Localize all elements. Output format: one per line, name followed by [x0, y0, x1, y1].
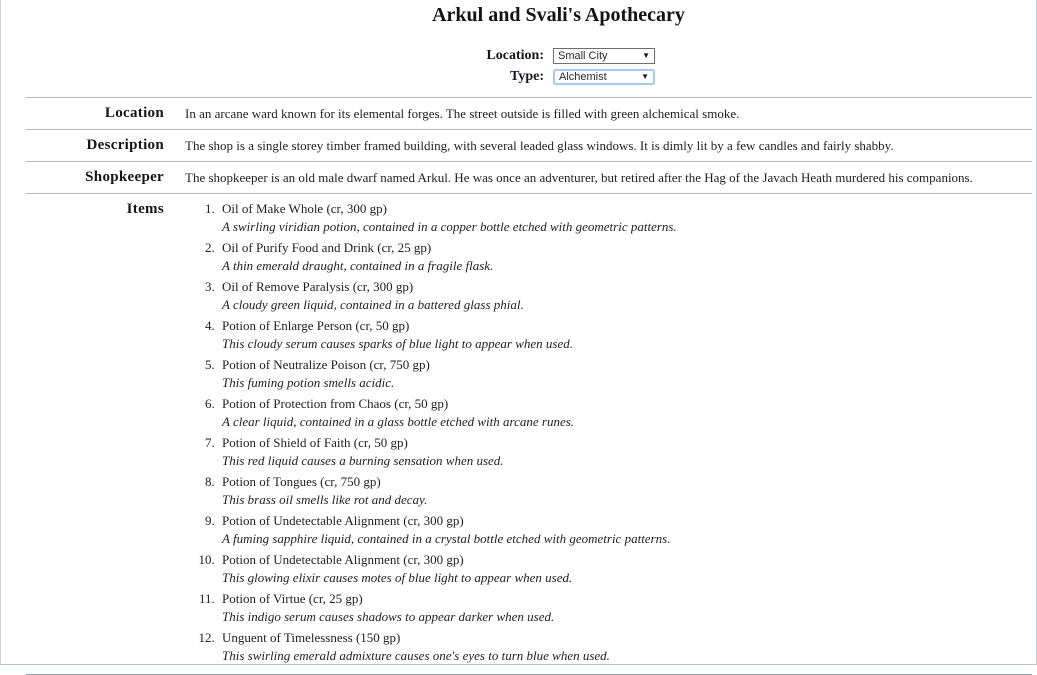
list-item	[218, 395, 1032, 431]
row-label-description: Description	[86, 137, 164, 153]
list-item	[218, 629, 1032, 665]
description-text: The shop is a single storey timber framed building, with several leaded glass windows. It is dimly lit by a few candles and fairly shabby.	[185, 138, 894, 153]
item-name: 7. Potion of Shield of Faith (cr, 50 gp)	[222, 435, 408, 450]
item-description: A clear liquid, contained in a glass bottle etched with arcane runes.	[222, 414, 575, 429]
location-control-row	[81, 45, 1036, 66]
item-name: 10. Potion of Undetectable Alignment (cr, 300 gp)	[222, 552, 464, 567]
type-select[interactable]	[553, 69, 655, 85]
row-label-location: Location	[104, 105, 164, 121]
table-row-items	[26, 194, 1032, 675]
row-label-shopkeeper: Shopkeeper	[85, 169, 164, 185]
list-item	[218, 590, 1032, 626]
item-description: This swirling emerald admixture causes one's eyes to turn blue when used.	[222, 648, 610, 663]
page-title: Arkul and Svali's Apothecary	[432, 4, 685, 26]
item-name: 5. Potion of Neutralize Poison (cr, 750 gp)	[222, 357, 430, 372]
item-name: 11. Potion of Virtue (cr, 25 gp)	[222, 591, 363, 606]
generator-controls	[81, 45, 1036, 87]
list-item	[218, 317, 1032, 353]
dropdown-arrow-icon: ▼	[642, 50, 650, 60]
list-item	[218, 551, 1032, 587]
list-item	[218, 200, 1032, 236]
item-description: A fuming sapphire liquid, contained in a crystal bottle etched with geometric patterns.	[222, 531, 671, 546]
item-description: This cloudy serum causes sparks of blue light to appear when used.	[222, 336, 573, 351]
type-select-value: Alchemist	[559, 70, 607, 83]
dropdown-arrow-icon: ▼	[641, 71, 649, 81]
item-description: This indigo serum causes shadows to appear darker when used.	[222, 609, 555, 624]
list-item	[218, 473, 1032, 509]
shop-details-table	[26, 97, 1032, 675]
item-description: This glowing elixir causes motes of blue light to appear when used.	[222, 570, 573, 585]
table-row-description	[26, 130, 1032, 162]
location-select[interactable]	[553, 48, 655, 64]
location-select-value: Small City	[558, 49, 608, 62]
row-label-items: Items	[126, 201, 164, 217]
item-name: 8. Potion of Tongues (cr, 750 gp)	[222, 474, 381, 489]
type-control-row	[81, 66, 1036, 87]
item-name: 4. Potion of Enlarge Person (cr, 50 gp)	[222, 318, 410, 333]
item-name: 3. Oil of Remove Paralysis (cr, 300 gp)	[222, 279, 414, 294]
location-text: In an arcane ward known for its elemental forges. The street outside is filled with green alchemical smoke.	[185, 106, 740, 121]
item-description: A cloudy green liquid, contained in a battered glass phial.	[222, 297, 524, 312]
item-description: A thin emerald draught, contained in a fragile flask.	[222, 258, 494, 273]
item-description: This brass oil smells like rot and decay.	[222, 492, 428, 507]
item-description: This red liquid causes a burning sensation when used.	[222, 453, 504, 468]
list-item	[218, 239, 1032, 275]
location-select-label: Location:	[486, 47, 544, 63]
list-item	[218, 512, 1032, 548]
table-row-shopkeeper	[26, 162, 1032, 194]
item-description: A swirling viridian potion, contained in a copper bottle etched with geometric patterns.	[222, 219, 677, 234]
item-description: This fuming potion smells acidic.	[222, 375, 395, 390]
item-name: 1. Oil of Make Whole (cr, 300 gp)	[222, 201, 387, 216]
list-item	[218, 356, 1032, 392]
item-name: 6. Potion of Protection from Chaos (cr, 50 gp)	[222, 396, 449, 411]
list-item	[218, 278, 1032, 314]
shopkeeper-text: The shopkeeper is an old male dwarf named Arkul. He was once an adventurer, but retired after the Hag of the Javach Heath murdered his companions.	[185, 170, 973, 185]
items-list	[185, 200, 1032, 665]
type-select-label: Type:	[510, 68, 544, 84]
item-name: 12. Unguent of Timelessness (150 gp)	[222, 630, 401, 645]
item-name: 2. Oil of Purify Food and Drink (cr, 25 gp)	[222, 240, 432, 255]
list-item	[218, 434, 1032, 470]
item-name: 9. Potion of Undetectable Alignment (cr, 300 gp)	[222, 513, 464, 528]
items-cell	[164, 194, 1032, 675]
page-header	[1, 0, 1036, 87]
table-row-location	[26, 98, 1032, 130]
